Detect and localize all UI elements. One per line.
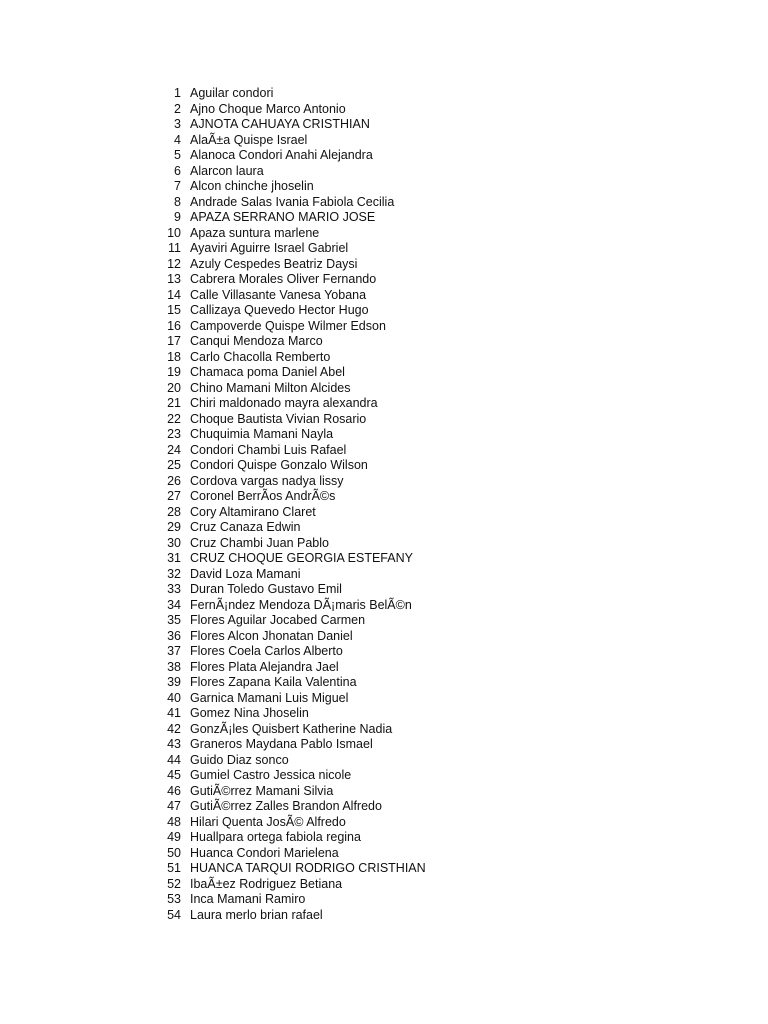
row-number: 5: [174, 148, 181, 162]
row-number: 7: [174, 179, 181, 193]
list-item: [150, 365, 570, 381]
row-name: Cabrera Morales Oliver Fernando: [190, 272, 377, 286]
row-name: Calle Villasante Vanesa Yobana: [190, 287, 367, 302]
list-item: [150, 551, 570, 567]
row-name: Azuly Cespedes Beatriz Daysi: [190, 256, 358, 271]
list-item: [150, 334, 570, 350]
row-number: 32: [167, 566, 181, 581]
row-name: Alarcon laura: [190, 163, 264, 178]
list-item: [150, 846, 570, 862]
list-item: [150, 768, 570, 784]
list-item: [150, 443, 570, 459]
row-name: Canqui Mendoza Marco: [190, 334, 323, 348]
list-item: [150, 877, 570, 893]
list-item: [150, 799, 570, 815]
list-item: [150, 474, 570, 490]
row-name: Cruz Canaza Edwin: [190, 520, 301, 534]
row-number: 22: [167, 411, 181, 426]
list-item: [150, 722, 570, 738]
row-number: 6: [174, 163, 181, 178]
list-item: [150, 272, 570, 288]
row-name: Cory Altamirano Claret: [190, 504, 316, 519]
row-number: 36: [167, 628, 181, 643]
row-name: Choque Bautista Vivian Rosario: [190, 411, 367, 426]
row-name: Flores Aguilar Jocabed Carmen: [190, 613, 366, 627]
list-item: [150, 210, 570, 226]
row-number: 50: [167, 845, 181, 860]
row-number: 11: [168, 241, 181, 255]
row-name: David Loza Mamani: [190, 566, 301, 581]
row-name: Ajno Choque Marco Antonio: [190, 101, 346, 116]
row-number: 45: [167, 768, 181, 782]
row-number: 33: [167, 582, 181, 596]
list-item: [150, 226, 570, 242]
row-number: 10: [167, 225, 181, 240]
row-name: Guido Diaz sonco: [190, 752, 289, 767]
list-item: [150, 179, 570, 195]
row-name: Huallpara ortega fabiola regina: [190, 830, 361, 844]
row-number: 42: [167, 721, 181, 736]
row-name: Graneros Maydana Pablo Ismael: [190, 737, 373, 751]
row-number: 2: [174, 101, 181, 116]
list-item: [150, 520, 570, 536]
row-name: Chuquimia Mamani Nayla: [190, 427, 334, 441]
row-name: Gomez Nina Jhoselin: [190, 706, 309, 720]
row-name: Alanoca Condori Anahi Alejandra: [190, 148, 373, 162]
row-name: Inca Mamani Ramiro: [190, 892, 306, 906]
row-number: 47: [167, 799, 181, 813]
row-name: GutiÃ©rrez Zalles Brandon Alfredo: [190, 799, 382, 813]
row-number: 40: [167, 690, 181, 705]
list-item: [150, 102, 570, 118]
list-item: [150, 195, 570, 211]
list-item: [150, 644, 570, 660]
list-item: [150, 753, 570, 769]
row-number: 53: [167, 892, 181, 906]
row-number: 4: [174, 132, 181, 147]
row-name: Laura merlo brian rafael: [190, 907, 323, 922]
list-item: [150, 458, 570, 474]
row-name: Carlo Chacolla Remberto: [190, 349, 331, 364]
row-number: 29: [167, 520, 181, 534]
row-number: 54: [167, 907, 181, 922]
row-name: Ayaviri Aguirre Israel Gabriel: [190, 241, 349, 255]
list-item: [150, 613, 570, 629]
list-item: [150, 675, 570, 691]
list-item: [150, 505, 570, 521]
list-item: [150, 148, 570, 164]
list-item: [150, 706, 570, 722]
row-name: Campoverde Quispe Wilmer Edson: [190, 318, 386, 333]
list-item: [150, 567, 570, 583]
row-number: 1: [174, 86, 181, 100]
list-item: [150, 381, 570, 397]
row-name: Chino Mamani Milton Alcides: [190, 380, 351, 395]
row-number: 25: [167, 458, 181, 472]
row-number: 18: [167, 349, 181, 364]
row-name: Condori Quispe Gonzalo Wilson: [190, 458, 368, 472]
list-item: [150, 350, 570, 366]
row-name: Apaza suntura marlene: [190, 225, 320, 240]
list-item: [150, 133, 570, 149]
list-item: [150, 629, 570, 645]
row-name: Flores Coela Carlos Alberto: [190, 644, 343, 658]
row-number: 16: [167, 318, 181, 333]
row-name: Flores Plata Alejandra Jael: [190, 659, 339, 674]
row-number: 21: [167, 396, 181, 410]
row-number: 13: [167, 272, 181, 286]
row-name: Garnica Mamani Luis Miguel: [190, 690, 349, 705]
row-number: 41: [167, 706, 181, 720]
list-item: [150, 815, 570, 831]
row-number: 24: [167, 442, 181, 457]
row-name: Chamaca poma Daniel Abel: [190, 365, 345, 379]
row-name: Andrade Salas Ivania Fabiola Cecilia: [190, 194, 395, 209]
row-name: HUANCA TARQUI RODRIGO CRISTHIAN: [190, 861, 426, 875]
list-item: [150, 830, 570, 846]
row-number: 14: [167, 287, 181, 302]
row-number: 49: [167, 830, 181, 844]
row-number: 23: [167, 427, 181, 441]
row-number: 12: [167, 256, 181, 271]
row-name: Hilari Quenta JosÃ© Alfredo: [190, 814, 346, 829]
list-item: [150, 892, 570, 908]
row-name: Coronel BerrÃos AndrÃ©s: [190, 489, 336, 503]
row-name: Condori Chambi Luis Rafael: [190, 442, 347, 457]
list-item: [150, 319, 570, 335]
row-name: Huanca Condori Marielena: [190, 845, 339, 860]
list-item: [150, 691, 570, 707]
row-number: 48: [167, 814, 181, 829]
row-name: Cordova vargas nadya lissy: [190, 473, 344, 488]
row-number: 3: [174, 117, 181, 131]
list-item: [150, 536, 570, 552]
list-item: [150, 257, 570, 273]
row-name: Alcon chinche jhoselin: [190, 179, 314, 193]
row-name: FernÃ¡ndez Mendoza DÃ¡maris BelÃ©n: [190, 597, 412, 612]
row-name: Aguilar condori: [190, 86, 274, 100]
row-number: 19: [167, 365, 181, 379]
row-name: Flores Alcon Jhonatan Daniel: [190, 628, 353, 643]
list-item: [150, 784, 570, 800]
row-number: 30: [167, 535, 181, 550]
row-number: 35: [167, 613, 181, 627]
row-number: 44: [167, 752, 181, 767]
list-item: [150, 427, 570, 443]
row-number: 39: [167, 675, 181, 689]
row-number: 51: [167, 861, 181, 875]
row-number: 17: [167, 334, 181, 348]
row-name: GonzÃ¡les Quisbert Katherine Nadia: [190, 721, 393, 736]
list-item: [150, 288, 570, 304]
row-number: 31: [167, 551, 181, 565]
list-item: [150, 86, 570, 102]
row-number: 52: [167, 876, 181, 891]
list-item: [150, 117, 570, 133]
list-item: [150, 908, 570, 924]
list-item: [150, 164, 570, 180]
name-list: [150, 86, 570, 923]
row-number: 20: [167, 380, 181, 395]
list-item: [150, 737, 570, 753]
row-name: AlaÃ±a Quispe Israel: [190, 132, 308, 147]
row-name: CRUZ CHOQUE GEORGIA ESTEFANY: [190, 551, 413, 565]
row-name: Chiri maldonado mayra alexandra: [190, 396, 378, 410]
row-name: APAZA SERRANO MARIO JOSE: [190, 210, 376, 224]
list-item: [150, 412, 570, 428]
row-number: 43: [167, 737, 181, 751]
list-item: [150, 582, 570, 598]
row-number: 27: [167, 489, 181, 503]
list-item: [150, 489, 570, 505]
row-name: Duran Toledo Gustavo Emil: [190, 582, 342, 596]
row-name: IbaÃ±ez Rodriguez Betiana: [190, 876, 343, 891]
list-item: [150, 660, 570, 676]
list-item: [150, 861, 570, 877]
row-name: Flores Zapana Kaila Valentina: [190, 675, 357, 689]
row-number: 34: [167, 597, 181, 612]
list-item: [150, 396, 570, 412]
list-item: [150, 303, 570, 319]
row-name: Callizaya Quevedo Hector Hugo: [190, 303, 369, 317]
row-name: Cruz Chambi Juan Pablo: [190, 535, 329, 550]
row-number: 8: [174, 194, 181, 209]
list-item: [150, 241, 570, 257]
row-name: AJNOTA CAHUAYA CRISTHIAN: [190, 117, 370, 131]
row-number: 37: [167, 644, 181, 658]
row-number: 38: [167, 659, 181, 674]
row-number: 46: [167, 783, 181, 798]
row-name: Gumiel Castro Jessica nicole: [190, 768, 352, 782]
row-number: 28: [167, 504, 181, 519]
row-number: 26: [167, 473, 181, 488]
row-name: GutiÃ©rrez Mamani Silvia: [190, 783, 334, 798]
list-item: [150, 598, 570, 614]
row-number: 15: [167, 303, 181, 317]
row-number: 9: [174, 210, 181, 224]
